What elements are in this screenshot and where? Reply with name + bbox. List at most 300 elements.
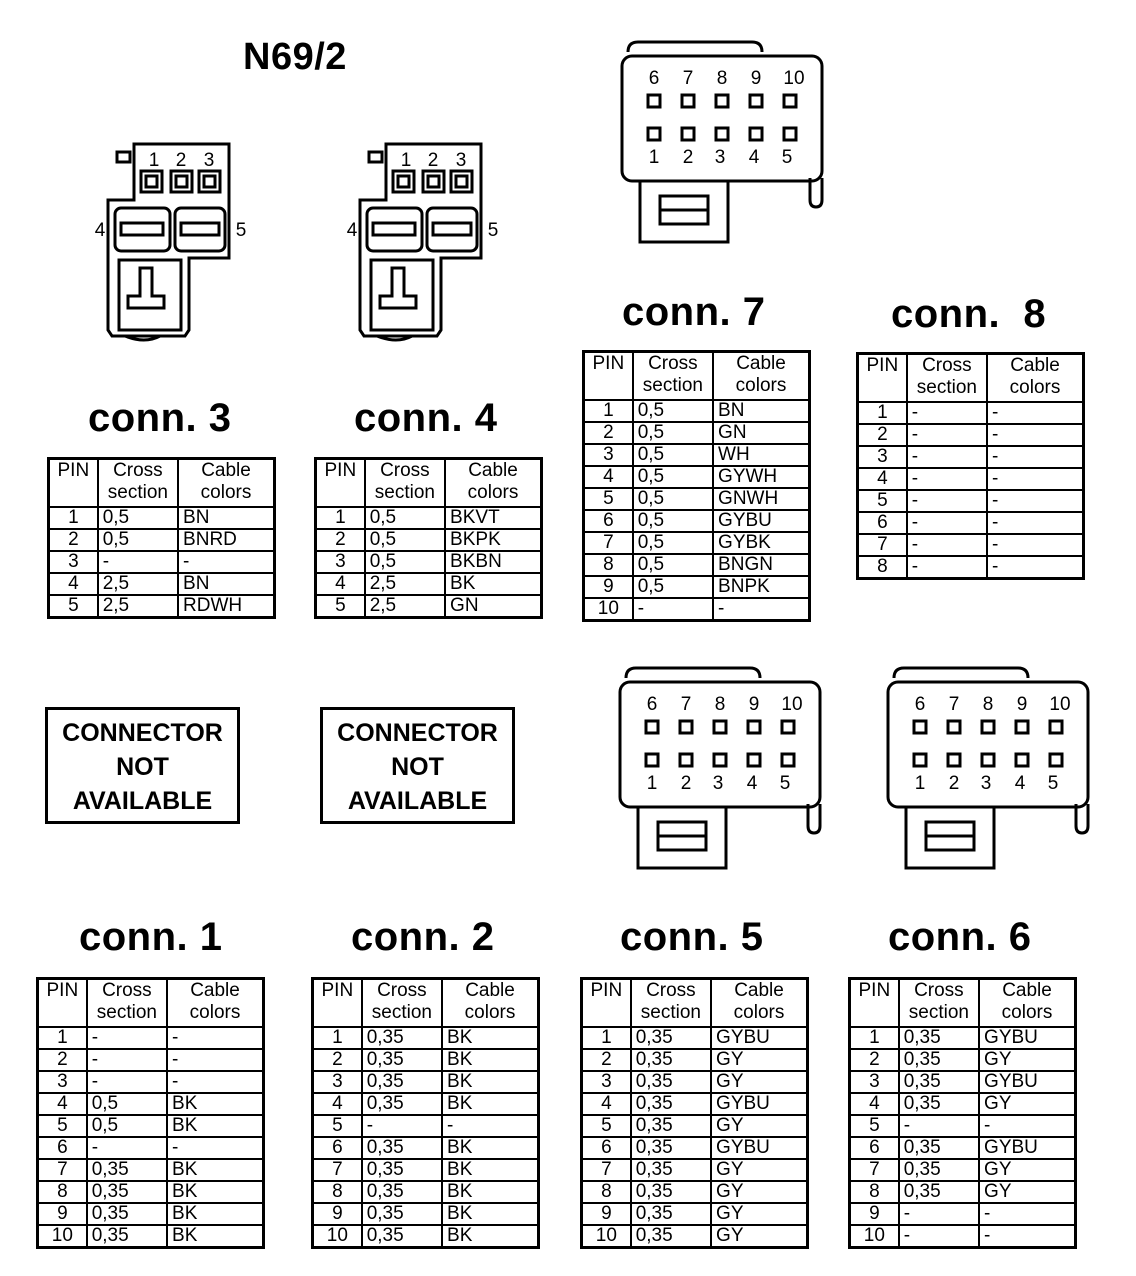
header-pin: PIN [584, 352, 633, 401]
title-conn2: conn. 2 [351, 915, 495, 959]
title-conn4: conn. 4 [354, 396, 498, 440]
pin-cell: 5 [38, 1115, 87, 1137]
pin-cell: 8 [858, 556, 907, 579]
pin-cell: 8 [584, 554, 633, 576]
header-cross-section: Cross section [365, 459, 445, 508]
header-cable-colors: Cable colors [711, 979, 807, 1028]
pin-cell: 1 [858, 402, 907, 424]
cable-color-cell: RDWH [178, 595, 274, 618]
table-row [49, 507, 275, 529]
cable-color-cell: GY [711, 1181, 807, 1203]
cross-section-cell: 0,35 [899, 1027, 979, 1049]
table-row [850, 1137, 1076, 1159]
pin-label-4: 4 [346, 220, 358, 241]
cross-section-cell: - [98, 551, 178, 573]
cable-color-cell: BNRD [178, 529, 274, 551]
na-line-1: CONNECTOR [337, 719, 498, 747]
svg-text:7: 7 [948, 694, 960, 715]
cable-color-cell: BK [442, 1071, 538, 1093]
cable-color-cell: GN [445, 595, 541, 618]
cable-color-cell: GY [711, 1115, 807, 1137]
cable-color-cell: - [987, 490, 1083, 512]
header-pin: PIN [582, 979, 631, 1028]
header-cable-colors: Cable colors [442, 979, 538, 1028]
cross-section-cell: - [907, 424, 987, 446]
header-pin: PIN [313, 979, 362, 1028]
svg-text:1: 1 [646, 773, 658, 794]
pin-cell: 3 [49, 551, 98, 573]
pin-cell: 5 [858, 490, 907, 512]
pin-label-5: 5 [487, 220, 499, 241]
cross-section-cell: 0,35 [631, 1159, 711, 1181]
pin-cell: 4 [49, 573, 98, 595]
small-connector-conn3 [95, 144, 247, 340]
cross-section-cell: - [907, 446, 987, 468]
cable-color-cell: - [987, 402, 1083, 424]
cross-section-cell: 0,5 [365, 551, 445, 573]
table-row [850, 1115, 1076, 1137]
table-row [313, 1137, 539, 1159]
cable-color-cell: BN [178, 507, 274, 529]
cross-section-cell: 0,35 [87, 1181, 167, 1203]
cable-color-cell: - [987, 424, 1083, 446]
table-row [313, 1027, 539, 1049]
svg-text:3: 3 [980, 773, 992, 794]
na-line-3: AVAILABLE [72, 787, 213, 815]
table-row [584, 576, 810, 598]
table-row [313, 1225, 539, 1248]
table-row [584, 598, 810, 621]
title-conn6: conn. 6 [888, 915, 1032, 959]
cross-section-cell: 0,35 [631, 1027, 711, 1049]
table-row [850, 1027, 1076, 1049]
header-cable-colors: Cable colors [979, 979, 1075, 1028]
table-header-row [49, 459, 275, 508]
pin-cell: 9 [584, 576, 633, 598]
table-row [313, 1071, 539, 1093]
svg-text:10: 10 [783, 68, 805, 89]
pin-cell: 7 [582, 1159, 631, 1181]
cable-color-cell: BK [167, 1203, 263, 1225]
cable-color-cell: - [979, 1225, 1075, 1248]
pin-cell: 7 [38, 1159, 87, 1181]
cable-color-cell: GY [711, 1225, 807, 1248]
pin-cell: 7 [313, 1159, 362, 1181]
cross-section-cell: - [87, 1137, 167, 1159]
cross-section-cell: 2,5 [98, 595, 178, 618]
cross-section-cell: 0,5 [98, 507, 178, 529]
pin-cell: 6 [313, 1137, 362, 1159]
cable-color-cell: GY [979, 1049, 1075, 1071]
pin-cell: 4 [584, 466, 633, 488]
header-pin: PIN [316, 459, 365, 508]
cross-section-cell: 0,35 [631, 1093, 711, 1115]
cable-color-cell: GYBU [711, 1093, 807, 1115]
header-cross-section: Cross section [899, 979, 979, 1028]
pin-cell: 9 [850, 1203, 899, 1225]
table-row [313, 1159, 539, 1181]
cable-color-cell: - [987, 556, 1083, 579]
cross-section-cell: 2,5 [365, 573, 445, 595]
table-header-row [316, 459, 542, 508]
table-row [850, 1225, 1076, 1248]
cable-color-cell: BN [713, 400, 809, 422]
cross-section-cell: 0,5 [87, 1093, 167, 1115]
pin-label-5: 5 [235, 220, 247, 241]
cable-color-cell: BK [167, 1225, 263, 1248]
table-row [582, 1071, 808, 1093]
cable-color-cell: BK [167, 1181, 263, 1203]
pin-cell: 4 [858, 468, 907, 490]
cable-color-cell: - [167, 1071, 263, 1093]
pin-cell: 4 [38, 1093, 87, 1115]
cross-section-cell: 2,5 [98, 573, 178, 595]
cross-section-cell: 0,35 [631, 1071, 711, 1093]
cable-color-cell: GNWH [713, 488, 809, 510]
pin-cell: 7 [858, 534, 907, 556]
table-row [584, 444, 810, 466]
header-cable-colors: Cable colors [987, 354, 1083, 403]
table-header-row [38, 979, 264, 1028]
cable-color-cell: BK [167, 1093, 263, 1115]
cable-color-cell: GY [711, 1071, 807, 1093]
pin-cell: 6 [582, 1137, 631, 1159]
pin-cell: 2 [858, 424, 907, 446]
cross-section-cell: 0,35 [362, 1137, 442, 1159]
table-conn4 [314, 457, 543, 619]
title-conn8: conn. 8 [891, 292, 1047, 336]
table-row [49, 573, 275, 595]
pin-cell: 10 [582, 1225, 631, 1248]
table-row [850, 1093, 1076, 1115]
pin-label-3: 3 [203, 150, 215, 171]
cable-color-cell: BK [167, 1115, 263, 1137]
svg-text:3: 3 [714, 147, 726, 168]
na-line-1: CONNECTOR [62, 719, 223, 747]
cable-color-cell: GYBK [713, 532, 809, 554]
pin-cell: 8 [313, 1181, 362, 1203]
cable-color-cell: GYBU [713, 510, 809, 532]
cable-color-cell: - [987, 468, 1083, 490]
pin-cell: 6 [850, 1137, 899, 1159]
svg-text:4: 4 [746, 773, 758, 794]
cross-section-cell: 0,5 [633, 422, 713, 444]
cross-section-cell: 0,35 [631, 1181, 711, 1203]
cable-color-cell: BK [167, 1159, 263, 1181]
header-cable-colors: Cable colors [445, 459, 541, 508]
cable-color-cell: BK [442, 1225, 538, 1248]
pin-cell: 8 [582, 1181, 631, 1203]
cable-color-cell: GY [979, 1093, 1075, 1115]
na-line-2: NOT [391, 753, 444, 781]
svg-text:10: 10 [781, 694, 803, 715]
cable-color-cell: BKVT [445, 507, 541, 529]
cable-color-cell: BK [445, 573, 541, 595]
table-row [850, 1049, 1076, 1071]
cross-section-cell: 0,35 [631, 1203, 711, 1225]
pin-cell: 1 [850, 1027, 899, 1049]
header-pin: PIN [850, 979, 899, 1028]
pin-cell: 5 [313, 1115, 362, 1137]
pin-cell: 7 [584, 532, 633, 554]
svg-text:2: 2 [680, 773, 692, 794]
cross-section-cell: 0,35 [899, 1159, 979, 1181]
table-row [49, 595, 275, 618]
pin-cell: 1 [584, 400, 633, 422]
pin-cell: 6 [858, 512, 907, 534]
header-cross-section: Cross section [633, 352, 713, 401]
table-row [858, 468, 1084, 490]
pin-cell: 4 [313, 1093, 362, 1115]
connector-not-available-conn1 [45, 707, 240, 824]
pin-cell: 2 [49, 529, 98, 551]
pin-cell: 5 [850, 1115, 899, 1137]
table-row [584, 422, 810, 444]
header-cross-section: Cross section [362, 979, 442, 1028]
svg-text:6: 6 [646, 694, 658, 715]
cable-color-cell: - [713, 598, 809, 621]
cable-color-cell: BKBN [445, 551, 541, 573]
cross-section-cell: - [907, 512, 987, 534]
table-row [584, 532, 810, 554]
pin-label-1: 1 [400, 150, 412, 171]
cable-color-cell: GY [979, 1159, 1075, 1181]
cross-section-cell: 0,35 [362, 1071, 442, 1093]
svg-text:1: 1 [914, 773, 926, 794]
svg-text:6: 6 [648, 68, 660, 89]
na-line-2: NOT [116, 753, 169, 781]
svg-text:5: 5 [779, 773, 791, 794]
cross-section-cell: - [899, 1115, 979, 1137]
na-line-3: AVAILABLE [347, 787, 488, 815]
table-header-row [313, 979, 539, 1028]
cross-section-cell: 0,35 [899, 1049, 979, 1071]
cross-section-cell: 0,35 [631, 1137, 711, 1159]
svg-text:4: 4 [1014, 773, 1026, 794]
cross-section-cell: 0,5 [633, 554, 713, 576]
title-conn7: conn. 7 [622, 290, 766, 334]
table-row [38, 1225, 264, 1248]
table-row [858, 446, 1084, 468]
svg-text:1: 1 [648, 147, 660, 168]
cable-color-cell: WH [713, 444, 809, 466]
cross-section-cell: 0,35 [899, 1071, 979, 1093]
cable-color-cell: GY [979, 1181, 1075, 1203]
table-row [584, 554, 810, 576]
svg-text:9: 9 [750, 68, 762, 89]
table-row [316, 595, 542, 618]
table-row [38, 1027, 264, 1049]
table-row [850, 1181, 1076, 1203]
pin-label-2: 2 [427, 150, 439, 171]
svg-text:2: 2 [948, 773, 960, 794]
table-row [858, 556, 1084, 579]
pin-cell: 8 [850, 1181, 899, 1203]
svg-text:8: 8 [982, 694, 994, 715]
cable-color-cell: GYBU [979, 1027, 1075, 1049]
title-conn3: conn. 3 [88, 396, 232, 440]
pin-label-4: 4 [94, 220, 106, 241]
svg-text:7: 7 [682, 68, 694, 89]
cross-section-cell: 0,35 [362, 1159, 442, 1181]
table-row [850, 1203, 1076, 1225]
table-row [858, 512, 1084, 534]
cross-section-cell: - [899, 1203, 979, 1225]
cable-color-cell: - [167, 1137, 263, 1159]
table-row [858, 534, 1084, 556]
pin-cell: 10 [584, 598, 633, 621]
cross-section-cell: 0,35 [362, 1181, 442, 1203]
pin-cell: 4 [582, 1093, 631, 1115]
large-connector-conn7 [622, 42, 822, 242]
table-row [858, 490, 1084, 512]
cross-section-cell: - [87, 1049, 167, 1071]
table-header-row [584, 352, 810, 401]
pin-cell: 2 [316, 529, 365, 551]
pin-label-3: 3 [455, 150, 467, 171]
table-row [38, 1093, 264, 1115]
cable-color-cell: GY [711, 1203, 807, 1225]
table-row [582, 1027, 808, 1049]
pin-cell: 10 [313, 1225, 362, 1248]
table-conn6 [848, 977, 1077, 1249]
cable-color-cell: GN [713, 422, 809, 444]
pin-cell: 5 [582, 1115, 631, 1137]
pin-cell: 9 [313, 1203, 362, 1225]
pin-cell: 1 [38, 1027, 87, 1049]
table-row [582, 1225, 808, 1248]
header-pin: PIN [38, 979, 87, 1028]
pin-cell: 6 [38, 1137, 87, 1159]
pin-cell: 3 [582, 1071, 631, 1093]
table-row [313, 1203, 539, 1225]
pin-cell: 2 [313, 1049, 362, 1071]
cable-color-cell: GY [711, 1049, 807, 1071]
cross-section-cell: 0,35 [87, 1203, 167, 1225]
svg-text:5: 5 [1047, 773, 1059, 794]
cross-section-cell: 0,35 [631, 1225, 711, 1248]
cross-section-cell: - [362, 1115, 442, 1137]
pin-label-1: 1 [148, 150, 160, 171]
cross-section-cell: 0,5 [633, 532, 713, 554]
table-row [38, 1115, 264, 1137]
cable-color-cell: BKPK [445, 529, 541, 551]
cross-section-cell: 0,35 [362, 1027, 442, 1049]
cable-color-cell: BNPK [713, 576, 809, 598]
pin-cell: 5 [49, 595, 98, 618]
table-conn3 [47, 457, 276, 619]
main-title: N69/2 [243, 36, 347, 78]
table-row [582, 1181, 808, 1203]
table-row [582, 1137, 808, 1159]
table-conn8 [856, 352, 1085, 580]
table-header-row [582, 979, 808, 1028]
header-cable-colors: Cable colors [167, 979, 263, 1028]
header-pin: PIN [858, 354, 907, 403]
pin-cell: 3 [313, 1071, 362, 1093]
cross-section-cell: 0,35 [87, 1159, 167, 1181]
pin-cell: 10 [38, 1225, 87, 1248]
title-conn5: conn. 5 [620, 915, 764, 959]
svg-text:10: 10 [1049, 694, 1071, 715]
pin-cell: 9 [38, 1203, 87, 1225]
table-row [584, 400, 810, 422]
table-row [316, 573, 542, 595]
cross-section-cell: 0,5 [633, 444, 713, 466]
pin-cell: 4 [316, 573, 365, 595]
pin-cell: 3 [850, 1071, 899, 1093]
table-row [313, 1181, 539, 1203]
cable-color-cell: GYWH [713, 466, 809, 488]
cross-section-cell: - [907, 402, 987, 424]
cable-color-cell: GYBU [711, 1137, 807, 1159]
cross-section-cell: 0,35 [362, 1203, 442, 1225]
svg-text:7: 7 [680, 694, 692, 715]
table-row [313, 1115, 539, 1137]
table-row [584, 466, 810, 488]
cable-color-cell: BK [442, 1181, 538, 1203]
cross-section-cell: - [87, 1071, 167, 1093]
cross-section-cell: 0,5 [633, 576, 713, 598]
table-row [582, 1159, 808, 1181]
cross-section-cell: - [907, 556, 987, 579]
table-row [49, 551, 275, 573]
pin-cell: 5 [584, 488, 633, 510]
cable-color-cell: GYBU [979, 1071, 1075, 1093]
header-pin: PIN [49, 459, 98, 508]
table-row [858, 402, 1084, 424]
table-row [38, 1049, 264, 1071]
table-header-row [850, 979, 1076, 1028]
table-header-row [858, 354, 1084, 403]
table-row [584, 488, 810, 510]
connector-not-available-conn2 [320, 707, 515, 824]
table-row [316, 507, 542, 529]
table-row [313, 1093, 539, 1115]
cross-section-cell: 0,5 [365, 507, 445, 529]
cross-section-cell: 0,35 [899, 1137, 979, 1159]
cable-color-cell: - [167, 1027, 263, 1049]
cross-section-cell: 0,35 [899, 1181, 979, 1203]
table-conn2 [311, 977, 540, 1249]
pin-cell: 2 [38, 1049, 87, 1071]
pin-cell: 5 [316, 595, 365, 618]
svg-text:9: 9 [748, 694, 760, 715]
small-connector-conn4 [347, 144, 499, 340]
cross-section-cell: 0,5 [87, 1115, 167, 1137]
pin-cell: 10 [850, 1225, 899, 1248]
cross-section-cell: - [87, 1027, 167, 1049]
cable-color-cell: GY [711, 1159, 807, 1181]
table-row [582, 1115, 808, 1137]
svg-text:3: 3 [712, 773, 724, 794]
svg-text:6: 6 [914, 694, 926, 715]
table-row [582, 1093, 808, 1115]
large-connector-conn5 [620, 668, 820, 868]
cross-section-cell: - [899, 1225, 979, 1248]
pin-cell: 3 [584, 444, 633, 466]
cable-color-cell: - [167, 1049, 263, 1071]
table-row [316, 551, 542, 573]
table-row [858, 424, 1084, 446]
header-cross-section: Cross section [98, 459, 178, 508]
pin-cell: 9 [582, 1203, 631, 1225]
header-cross-section: Cross section [631, 979, 711, 1028]
cross-section-cell: 0,35 [362, 1225, 442, 1248]
cable-color-cell: BK [442, 1159, 538, 1181]
table-row [584, 510, 810, 532]
cable-color-cell: BK [442, 1137, 538, 1159]
